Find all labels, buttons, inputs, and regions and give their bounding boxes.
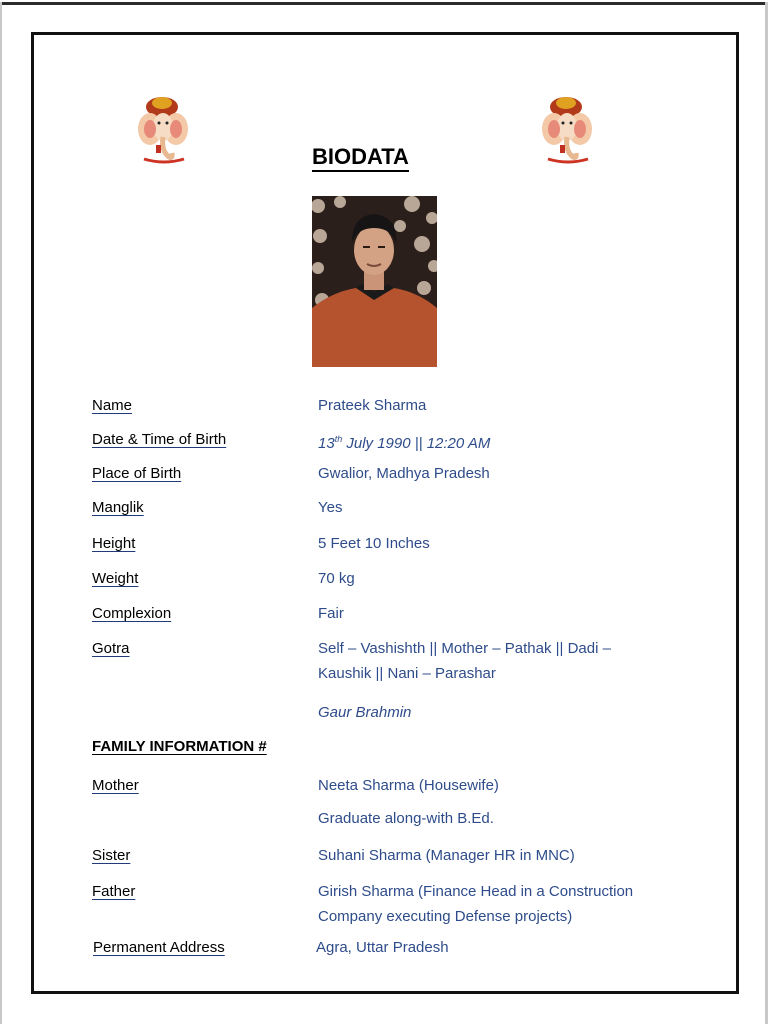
birth-place-label: Place of Birth — [92, 465, 182, 482]
gotra-value-line1: Self – Vashishth || Mother – Pathak || Dadi – — [318, 640, 611, 657]
father-value-line1: Girish Sharma (Finance Head in a Construction — [318, 883, 634, 900]
mother-education-value: Graduate along-with B.Ed. — [318, 810, 494, 827]
birth-datetime-value: 13th July 1990 || 12:20 AM — [318, 434, 491, 452]
weight-value: 70 kg — [318, 570, 355, 587]
window-top-edge — [0, 2, 768, 5]
height-label: Height — [92, 535, 136, 552]
address-value: Agra, Uttar Pradesh — [316, 939, 449, 956]
address-label: Permanent Address — [93, 939, 225, 956]
mother-value: Neeta Sharma (Housewife) — [318, 777, 499, 794]
gotra-label: Gotra — [92, 640, 130, 657]
name-label: Name — [92, 397, 133, 414]
complexion-label: Complexion — [92, 605, 172, 622]
father-label: Father — [92, 883, 136, 900]
caste-value: Gaur Brahmin — [318, 704, 412, 721]
manglik-label: Manglik — [92, 499, 144, 516]
complexion-value: Fair — [318, 605, 344, 622]
sister-value: Suhani Sharma (Manager HR in MNC) — [318, 847, 575, 864]
page-title: BIODATA — [312, 145, 409, 172]
sister-label: Sister — [92, 847, 131, 864]
birth-datetime-label: Date & Time of Birth — [92, 431, 227, 448]
birth-place-value: Gwalior, Madhya Pradesh — [318, 465, 490, 482]
name-value: Prateek Sharma — [318, 397, 427, 414]
person-photo — [312, 196, 437, 367]
weight-label: Weight — [92, 570, 139, 587]
window-left-edge — [0, 2, 2, 1024]
mother-label: Mother — [92, 777, 139, 794]
ganesha-icon — [540, 93, 596, 165]
height-value: 5 Feet 10 Inches — [318, 535, 430, 552]
gotra-value-line2: Kaushik || Nani – Parashar — [318, 665, 496, 682]
family-section-heading: FAMILY INFORMATION # — [92, 738, 267, 755]
father-value-line2: Company executing Defense projects) — [318, 908, 573, 925]
page-border — [31, 32, 739, 994]
ganesha-icon — [136, 93, 192, 165]
manglik-value: Yes — [318, 499, 343, 516]
